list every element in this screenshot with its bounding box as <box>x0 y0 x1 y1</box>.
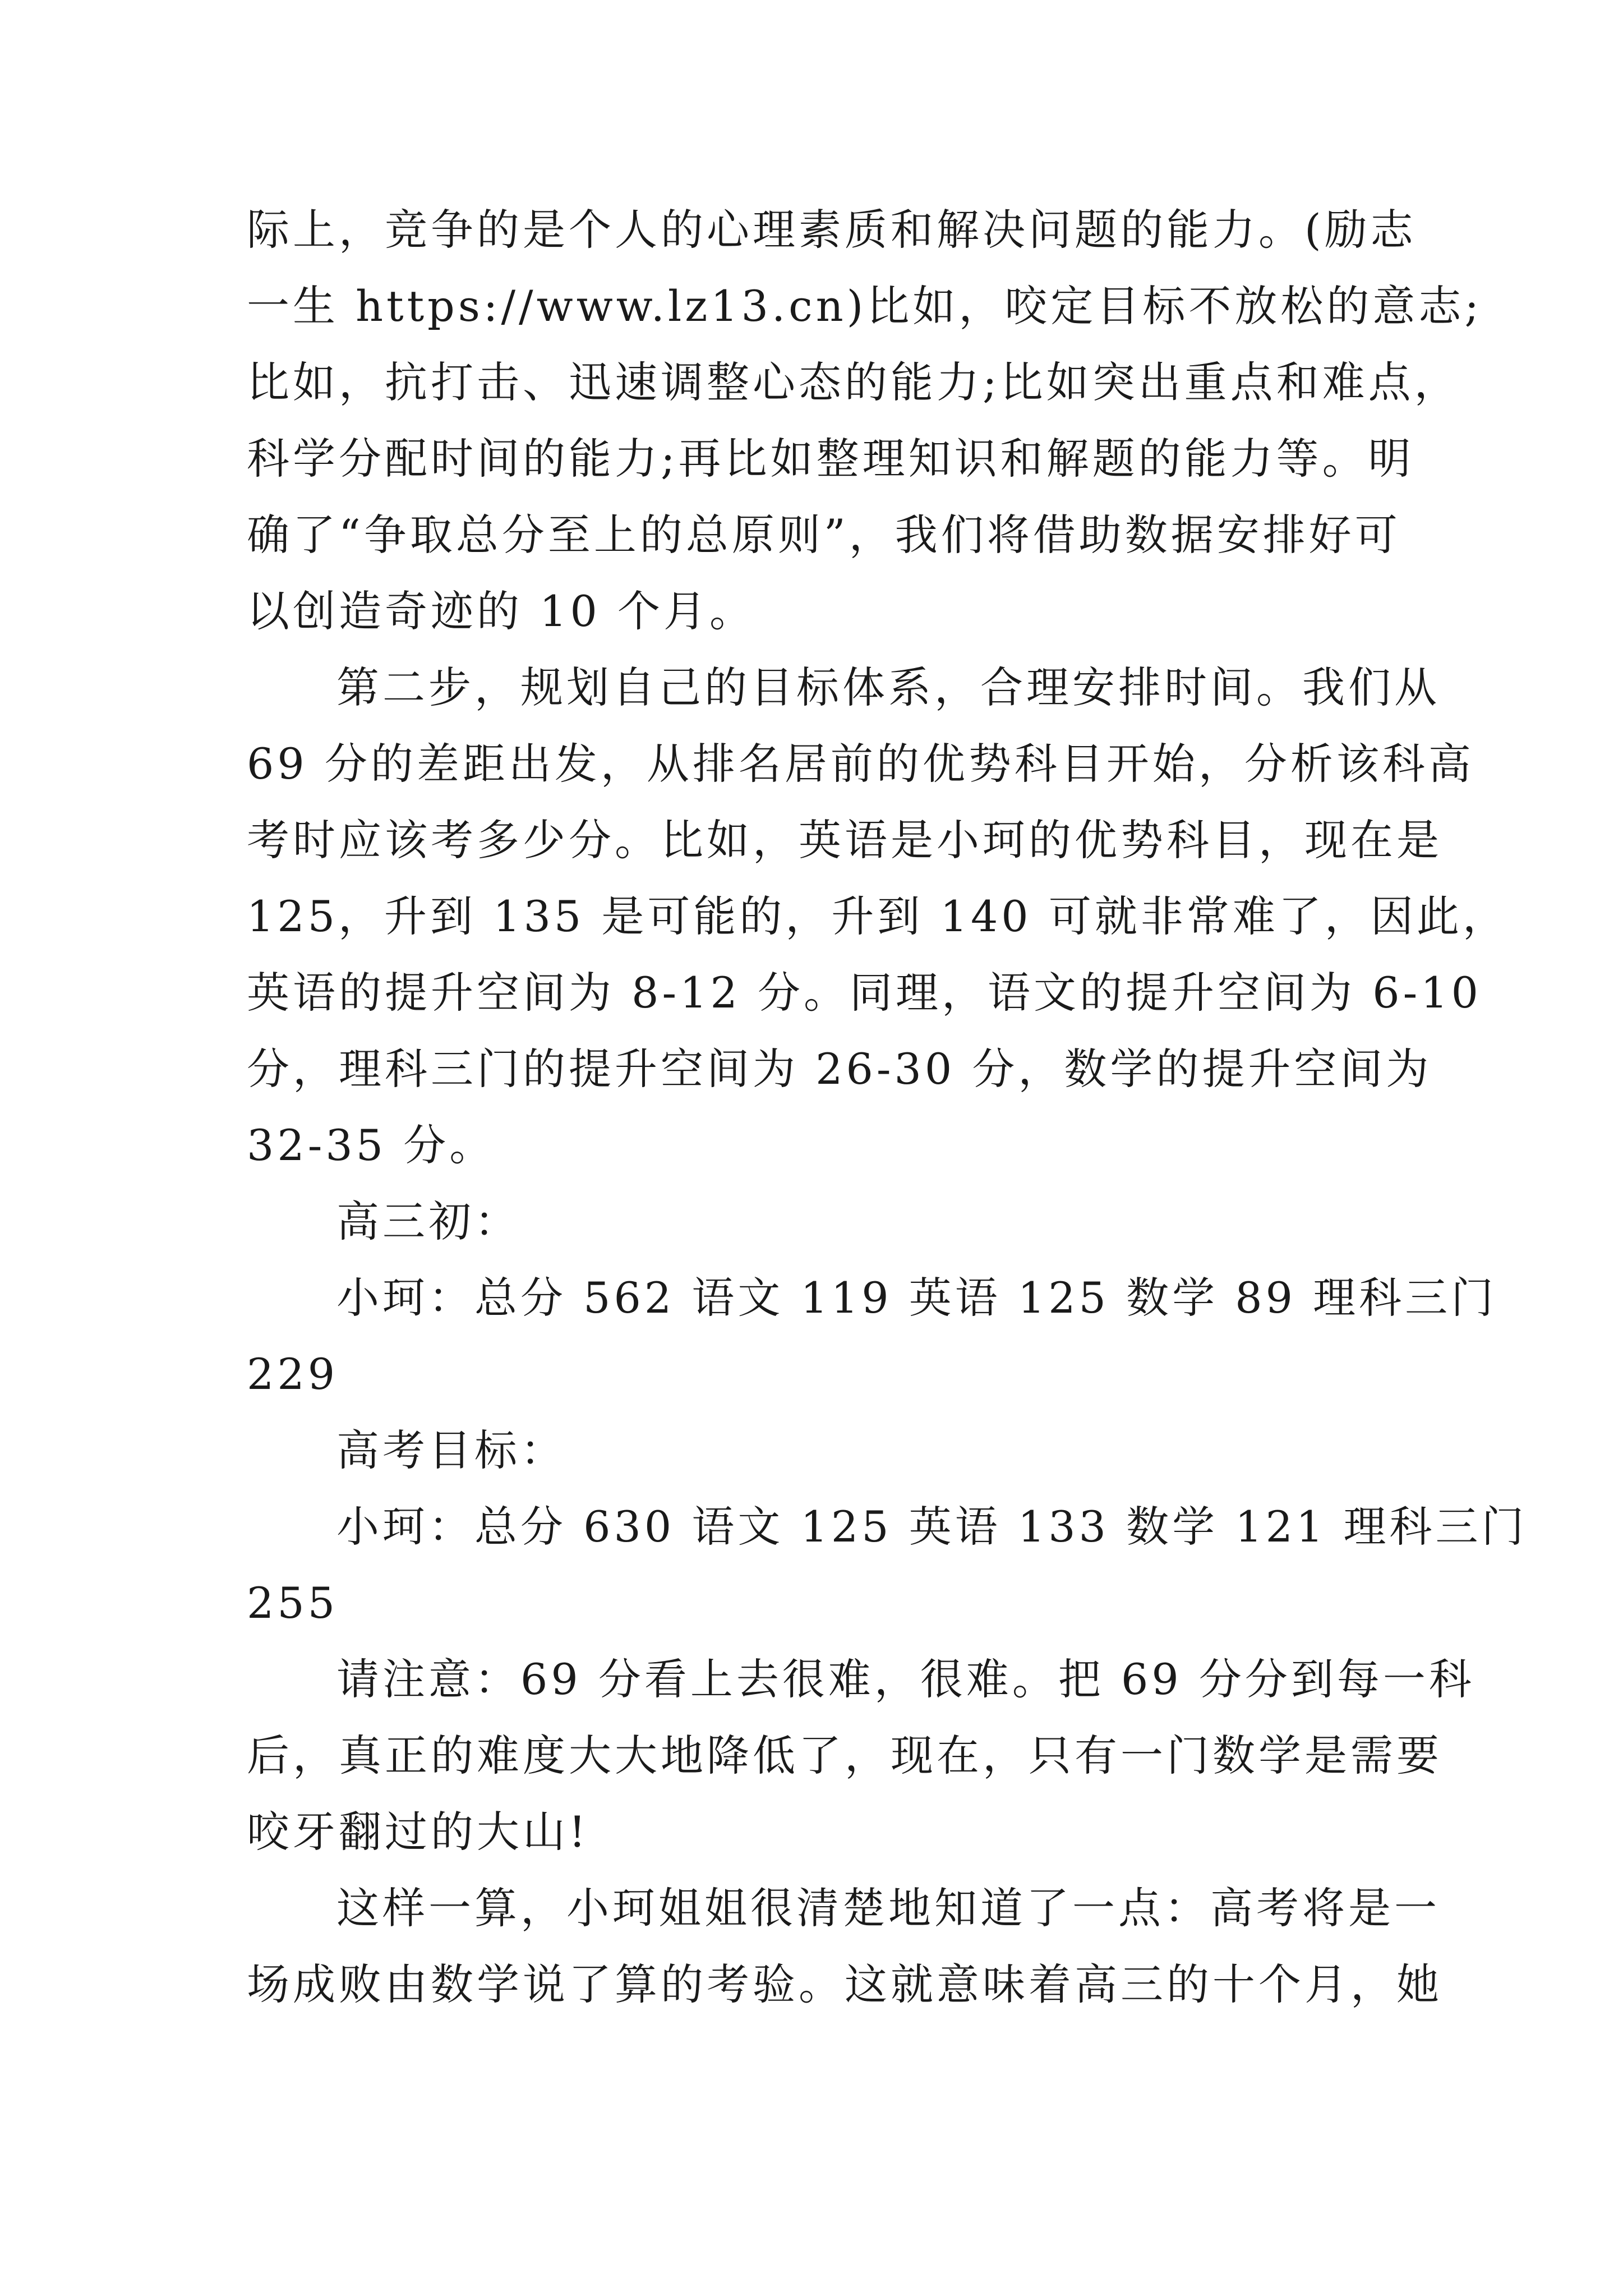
text-line: 比如，抗打击、迅速调整心态的能力;比如突出重点和难点， <box>247 357 1460 407</box>
paragraph-first-line: 请注意：69 分看上去很难，很难。把 69 分分到每一科 <box>336 1654 1475 1704</box>
section-heading-start-of-senior-year: 高三初： <box>336 1197 520 1246</box>
text-line: 科学分配时间的能力;再比如整理知识和解题的能力等。明 <box>247 434 1414 484</box>
paragraph-first-line: 这样一算，小珂姐姐很清楚地知道了一点：高考将是一 <box>336 1883 1440 1933</box>
text-line: 32-35 分。 <box>247 1120 496 1170</box>
score-line-current-continued: 229 <box>247 1349 339 1399</box>
text-line: 场成败由数学说了算的考验。这就意味着高三的十个月，她 <box>247 1959 1442 2009</box>
text-line: 际上，竞争的是个人的心理素质和解决问题的能力。(励志 <box>247 205 1417 255</box>
score-line-target: 小珂：总分 630 语文 125 英语 133 数学 121 理科三门 <box>336 1502 1528 1552</box>
paragraph-first-line: 第二步，规划自己的目标体系，合理安排时间。我们从 <box>336 662 1440 712</box>
score-line-current: 小珂：总分 562 语文 119 英语 125 数学 89 理科三门 <box>336 1273 1497 1323</box>
text-line: 一生 https://www.lz13.cn)比如，咬定目标不放松的意志; <box>247 281 1482 331</box>
text-line: 咬牙翻过的大山! <box>247 1807 589 1857</box>
text-line: 英语的提升空间为 8-12 分。同理，语文的提升空间为 6-10 <box>247 968 1482 1018</box>
text-line: 69 分的差距出发，从排名居前的优势科目开始，分析该科高 <box>247 739 1474 789</box>
text-line: 125，升到 135 是可能的，升到 140 可就非常难了，因此， <box>247 891 1509 941</box>
text-line: 以创造奇迹的 10 个月。 <box>247 586 756 636</box>
score-line-target-continued: 255 <box>247 1578 339 1628</box>
text-line: 确了“争取总分至上的总原则”，我们将借助数据安排好可 <box>247 510 1401 560</box>
text-line: 后，真正的难度大大地降低了，现在，只有一门数学是需要 <box>247 1731 1442 1780</box>
text-line: 考时应该考多少分。比如，英语是小珂的优势科目，现在是 <box>247 815 1442 865</box>
text-line: 分，理科三门的提升空间为 26-30 分，数学的提升空间为 <box>247 1044 1432 1094</box>
document-body <box>247 192 1528 2023</box>
section-heading-exam-target: 高考目标： <box>336 1425 566 1475</box>
